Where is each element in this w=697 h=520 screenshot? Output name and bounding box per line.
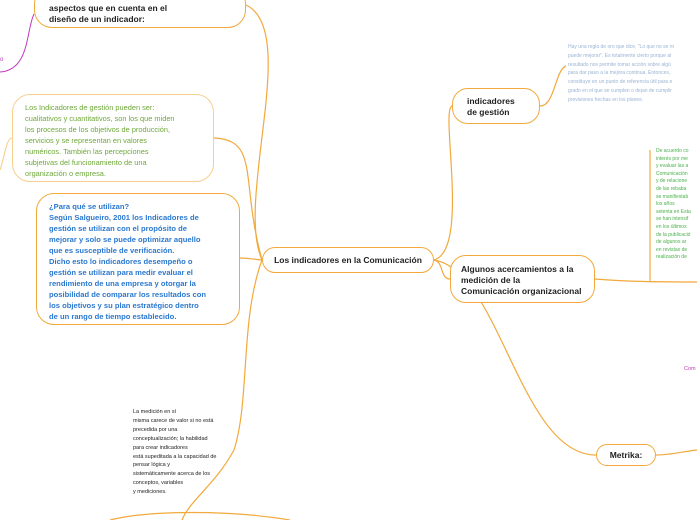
note-line: se manifiestab xyxy=(656,193,689,200)
note-line: gestión se utilizan para medir evaluar el xyxy=(49,268,193,277)
note-line: de un rango de tiempo establecido. xyxy=(49,312,177,321)
note-line: los procesos de los objetivos de producción, xyxy=(25,125,171,134)
topic-label: Metrika: xyxy=(609,450,643,460)
note-line: constituye en un punto de referencia útil para e xyxy=(568,79,673,86)
central-topic[interactable] xyxy=(262,247,434,273)
link-central-que xyxy=(240,258,262,260)
note-line: Según Salgueiro, 2001 los Indicadores de xyxy=(49,213,199,222)
note-line: ¿Para qué se utilizan? xyxy=(49,202,130,211)
note-line: mejorar y solo se puede optimizar aquello xyxy=(49,235,201,244)
note-para-que-se-utilizan[interactable] xyxy=(36,193,240,325)
note-line: La medición en sí xyxy=(133,409,177,415)
link-acerc-right xyxy=(595,279,697,282)
note-com-fragment[interactable]: Com xyxy=(684,366,696,372)
note-line: de las rebaba xyxy=(656,185,687,192)
note-indicadores-gestion[interactable] xyxy=(12,94,214,182)
note-line: organización o empresa. xyxy=(25,169,106,178)
note-line: interés por me xyxy=(656,155,688,162)
topic-line: de gestión xyxy=(467,107,510,117)
topic-line: medición de la xyxy=(461,275,521,285)
topic-line: Algunos acercamientos a la xyxy=(461,264,574,274)
note-regla-de-oro[interactable] xyxy=(568,43,697,105)
note-line: los objetivos y su plan estratégico dentro xyxy=(49,301,199,310)
note-line: posibilidad de comparar los resultados con xyxy=(49,290,206,299)
link-central-acercamientos xyxy=(434,260,450,279)
note-line: sistemáticamente acerca de los xyxy=(133,471,211,478)
note-line: misma carece de valor si no está xyxy=(133,417,214,424)
note-line: Comunicación xyxy=(656,170,688,177)
note-line: conceptualización; la habilidad xyxy=(133,435,208,442)
note-line: conceptos, variables xyxy=(133,480,184,487)
topic-line: indicadores xyxy=(467,96,515,106)
note-line: y de relacione xyxy=(656,178,688,185)
note-line: servicios y se representan en valores xyxy=(25,136,148,145)
note-line: para crear indicadores xyxy=(133,444,188,451)
note-line: en revistas de xyxy=(656,246,688,253)
note-line: gestión se utilizan con el propósito de xyxy=(49,224,187,233)
topic-line: Comunicación organizacional xyxy=(461,286,582,296)
note-line: realización de xyxy=(656,254,687,261)
note-line: está supeditada a la capacidad de xyxy=(133,453,217,460)
note-o-fragment[interactable]: o xyxy=(0,57,4,63)
link-gestion-left xyxy=(0,138,12,170)
note-line: los años xyxy=(656,201,675,208)
note-line: Los Indicadores de gestión pueden ser: xyxy=(25,103,155,112)
note-line: De acuerdo co xyxy=(656,148,689,154)
note-line: puede mejorar". Es totalmente cierto porque al xyxy=(568,52,672,59)
link-purple-left xyxy=(0,14,34,72)
topic-line: diseño de un indicador: xyxy=(49,14,145,24)
note-line: previsiones hechas en los planes. xyxy=(568,96,644,103)
note-line: y mediciones. xyxy=(133,489,167,496)
note-line: y evaluar las a xyxy=(656,163,689,170)
link-central-aspectos xyxy=(246,5,268,260)
note-line: Dicho esto lo indicadores desempeño o xyxy=(49,257,193,266)
note-line: grado en el que se cumplen o dejan de cumplir xyxy=(568,87,672,94)
note-medicion[interactable] xyxy=(133,408,233,494)
note-line: resultado nos permite tomar acción sobre algú xyxy=(568,61,671,68)
topic-metrika[interactable] xyxy=(596,444,656,466)
note-line: que es susceptible de verificación. xyxy=(49,246,175,255)
link-metrika-right xyxy=(656,450,697,455)
note-line: se han intensif xyxy=(656,216,689,223)
note-line: Hay una regla de oro que dice, "Lo que no se m xyxy=(568,44,675,50)
topic-aspectos-diseno[interactable] xyxy=(34,0,246,28)
note-line: de la publicació xyxy=(656,231,691,238)
topic-line: aspectos que en cuenta en el xyxy=(49,3,168,13)
note-line: de algunos ar xyxy=(656,239,687,246)
note-line: rendimiento de una empresa y otorgar la xyxy=(49,279,196,288)
note-line: para dar paso a la mejora continua. Entonces, xyxy=(568,70,671,77)
topic-acercamientos-medicion[interactable] xyxy=(450,255,595,303)
note-de-acuerdo[interactable] xyxy=(656,148,697,262)
note-line: precedida por una xyxy=(133,426,178,433)
note-line: subjetivas del funcionamiento de una xyxy=(25,158,147,167)
link-indicadores-right xyxy=(540,66,566,106)
note-line: en los últimos xyxy=(656,223,687,230)
link-bottom-branch xyxy=(110,513,290,520)
link-central-indicadores xyxy=(434,106,452,260)
central-topic-label: Los indicadores en la Comunicación xyxy=(274,255,422,265)
note-line: setenta en Esta xyxy=(656,208,691,215)
note-line: pensar lógica y xyxy=(133,462,170,469)
topic-indicadores-de-gestion[interactable] xyxy=(452,88,540,124)
note-line: numéricos. También las percepciones xyxy=(25,147,149,156)
note-line: cualitativos y cuantitativos, son los que miden xyxy=(25,114,175,123)
